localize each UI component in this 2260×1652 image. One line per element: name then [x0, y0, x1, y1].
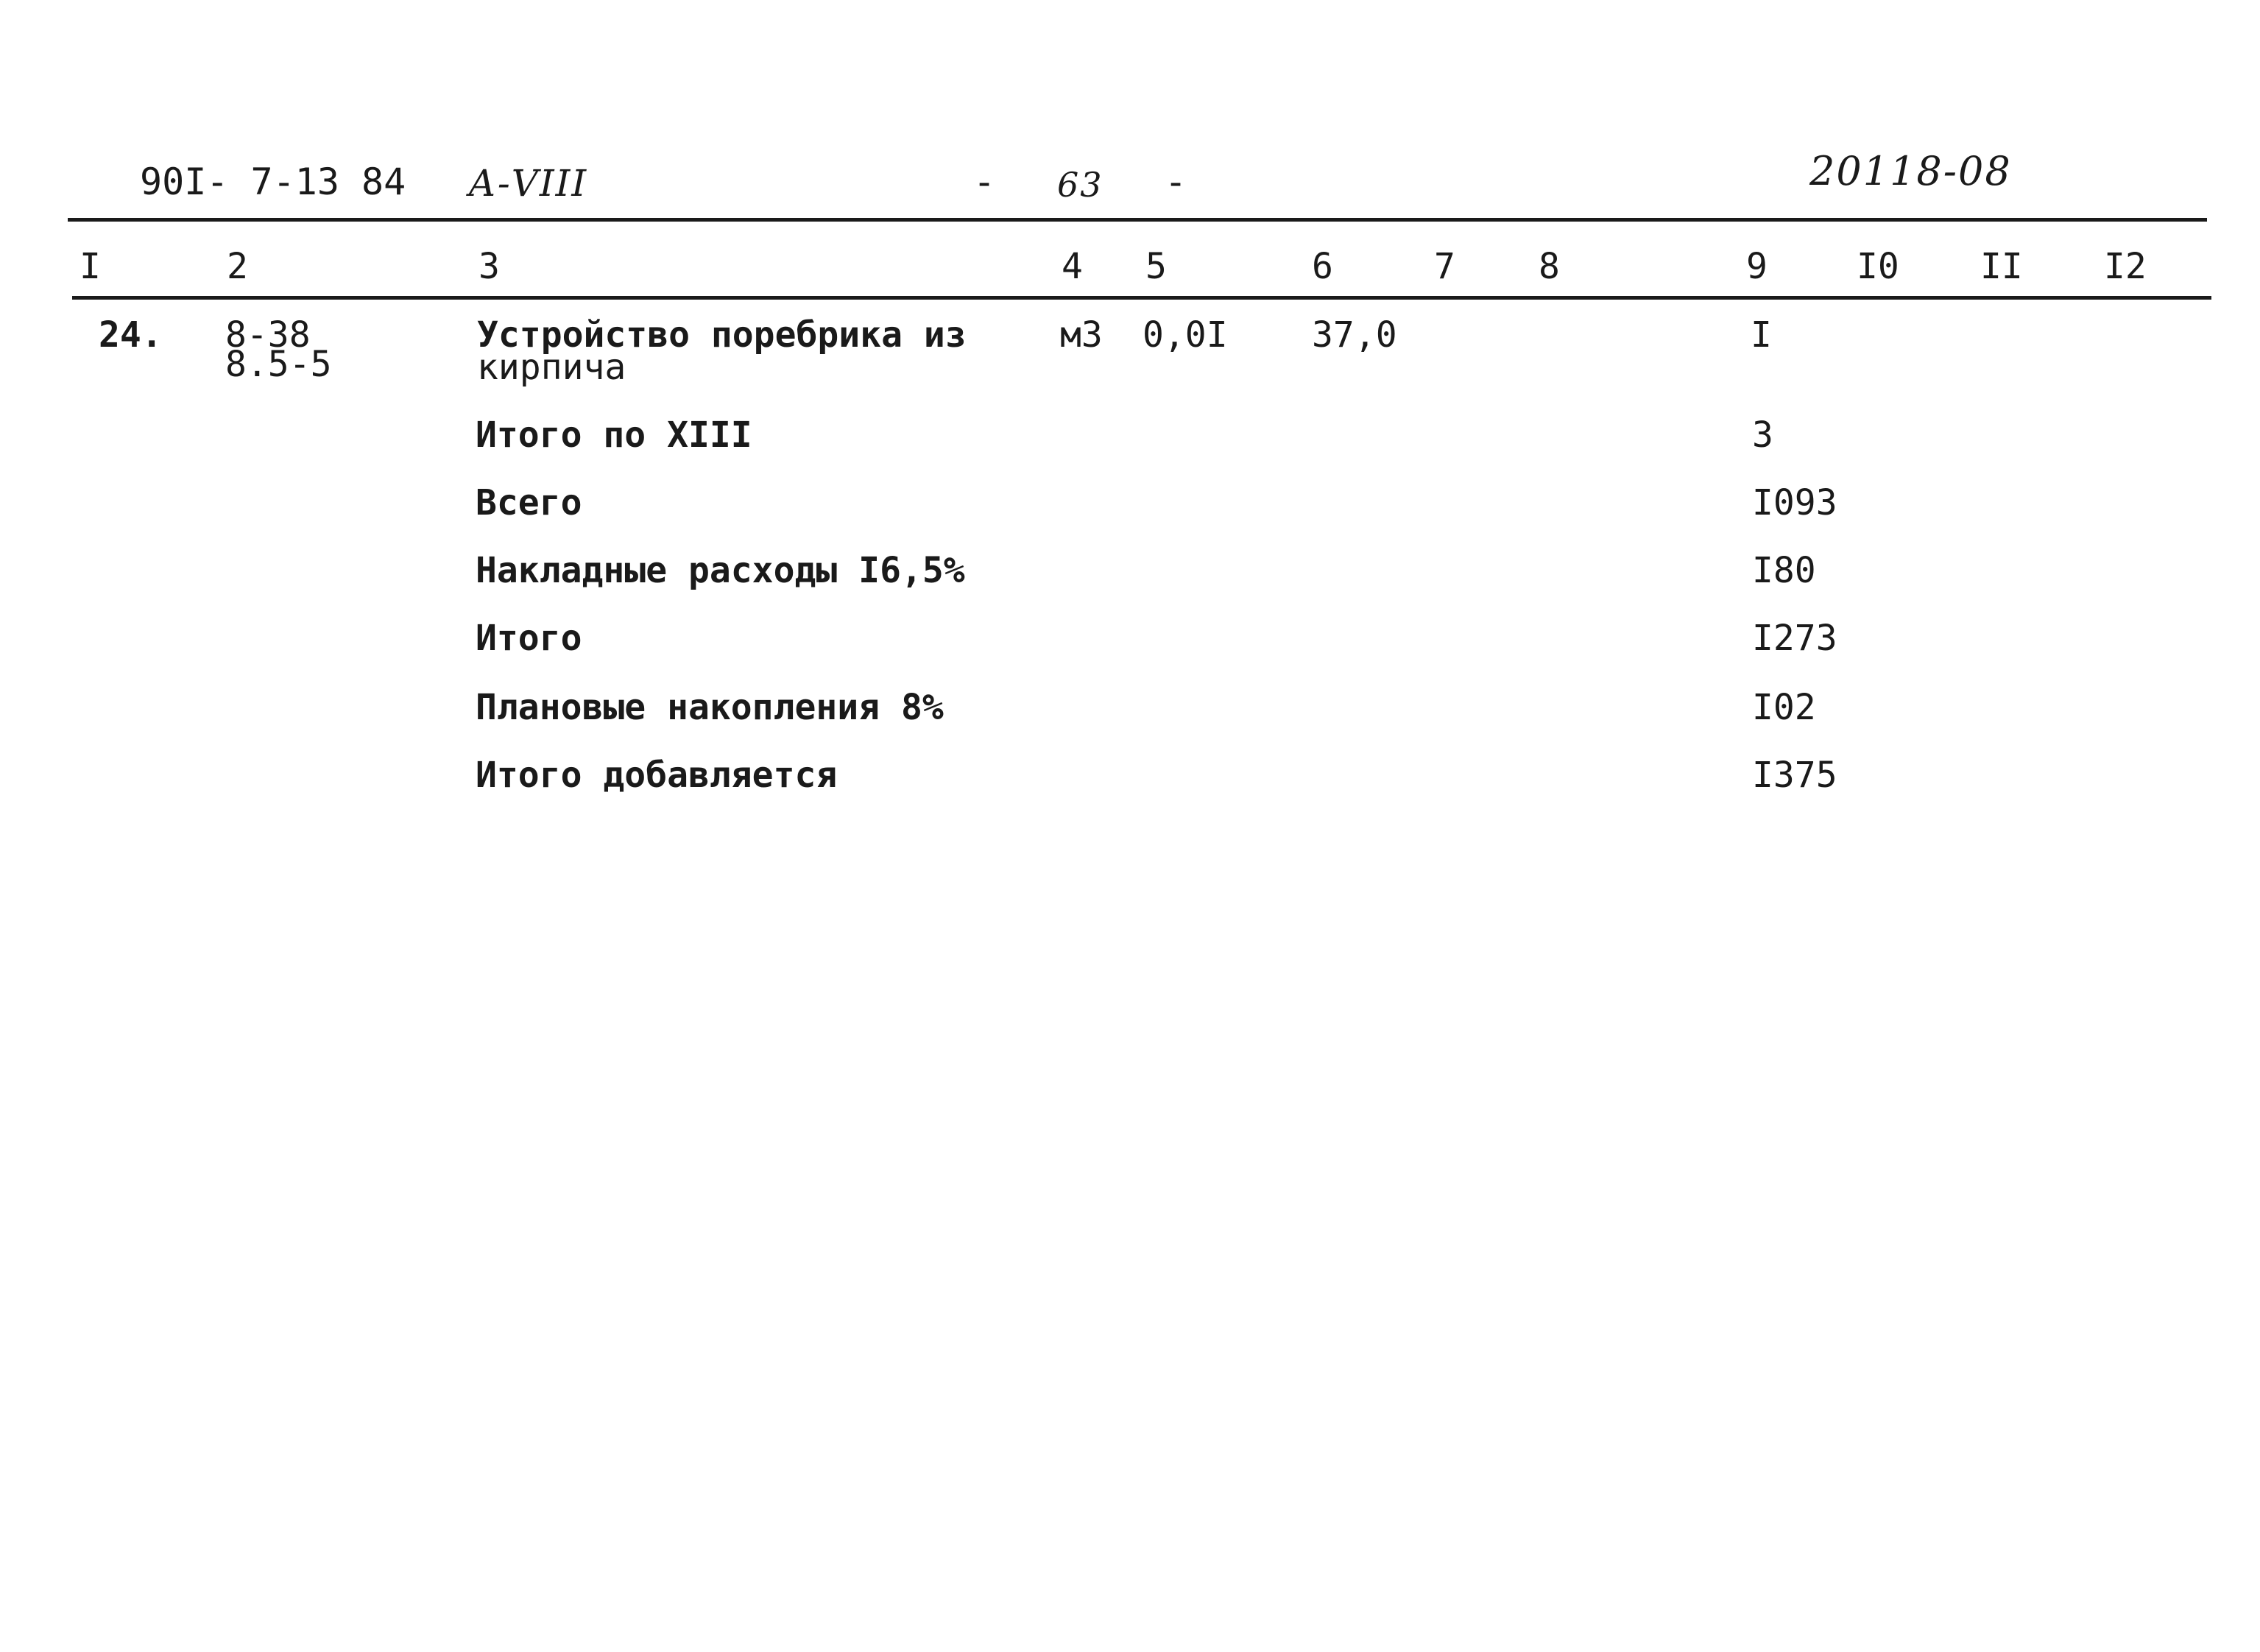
summary-label: Итого добавляется	[476, 755, 838, 796]
column-number-2: 2	[227, 246, 248, 287]
work-description-line-1: Устройство поребрика из	[477, 314, 967, 356]
page-number-dash-left: -	[973, 160, 996, 203]
unit-cost: 37,0	[1312, 314, 1397, 356]
column-number-11: II	[1980, 246, 2023, 287]
column-number-6: 6	[1312, 246, 1333, 287]
page-number: 63	[1057, 165, 1103, 205]
summary-label: Всего	[476, 482, 582, 523]
summary-value: I375	[1752, 755, 1837, 796]
work-description-line-2: кирпича	[477, 347, 626, 388]
unit-of-measure: м3	[1060, 314, 1103, 356]
column-number-8: 8	[1539, 246, 1560, 287]
column-numbers-rule	[72, 296, 2211, 300]
inventory-number: 20118-08	[1809, 148, 2012, 194]
summary-label: Плановые накопления 8%	[476, 687, 944, 728]
summary-value: 3	[1752, 414, 1773, 456]
norm-code-line-1: 8-38	[225, 314, 311, 356]
summary-label: Итого по XIII	[476, 414, 752, 456]
column-number-5: 5	[1145, 246, 1167, 287]
summary-label: Итого	[476, 618, 582, 659]
norm-code-line-2: 8.5-5	[225, 344, 332, 385]
row-total: I	[1751, 314, 1772, 356]
column-number-12: I2	[2104, 246, 2147, 287]
row-number: 24.	[99, 314, 163, 356]
album-number: А-VIII	[468, 162, 588, 205]
summary-value: I02	[1752, 687, 1816, 728]
summary-value: I273	[1752, 618, 1837, 659]
document-code: 90I- 7-13 84	[140, 160, 406, 203]
column-number-3: 3	[479, 246, 500, 287]
column-number-10: I0	[1857, 246, 1899, 287]
column-number-1: I	[80, 246, 101, 287]
summary-label: Накладные расходы I6,5%	[476, 550, 965, 591]
header-rule	[68, 218, 2207, 222]
summary-value: I80	[1752, 550, 1816, 591]
summary-value: I093	[1752, 482, 1837, 523]
column-number-7: 7	[1434, 246, 1455, 287]
column-number-4: 4	[1062, 246, 1083, 287]
page-number-dash-right: -	[1165, 160, 1187, 203]
quantity: 0,0I	[1143, 314, 1228, 356]
column-number-9: 9	[1746, 246, 1768, 287]
